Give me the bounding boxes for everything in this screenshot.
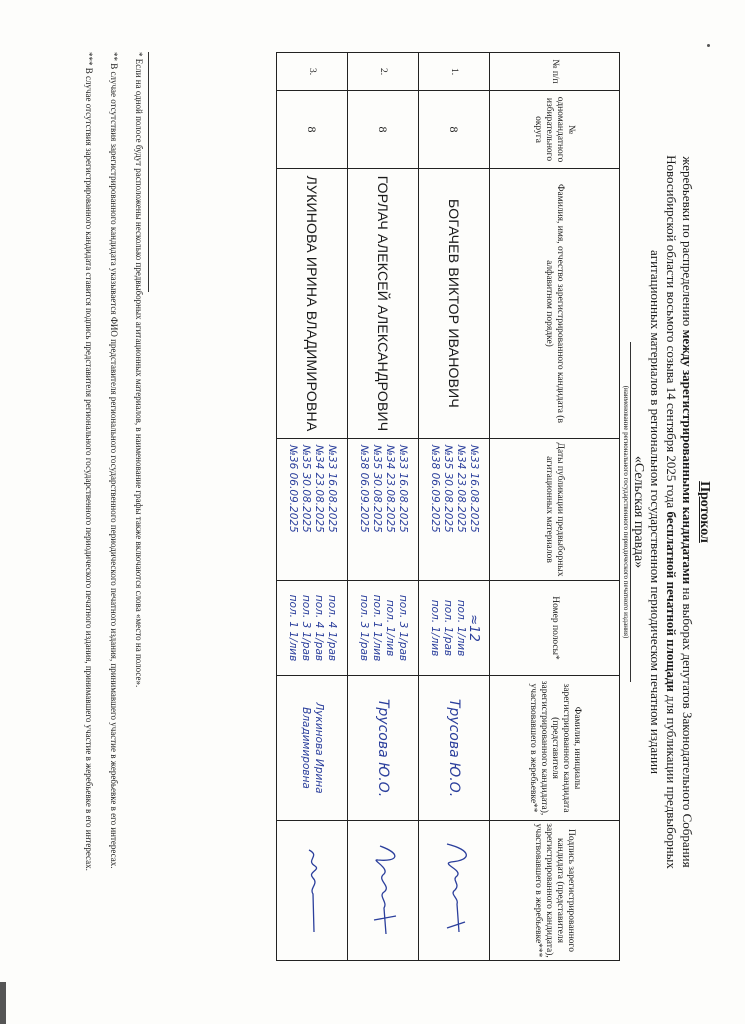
handwritten-signature [360, 836, 410, 946]
col-header-num: № п/п [490, 53, 620, 91]
header-line-3: агитационных материалов в региональном государственном периодическом печатном издании [648, 249, 663, 775]
participant-initials: Трусова Ю.О. [419, 676, 490, 821]
page-note: пол. 3 1/рав [397, 594, 409, 662]
page-note: пол. 1/рав [442, 599, 454, 657]
handwritten-signature [289, 836, 339, 946]
col-header-district: № одномандатного избирательного округа [490, 91, 620, 169]
row-district: 8 [419, 91, 490, 169]
footnote-rule [148, 52, 149, 292]
page-note: пол. 1/лив [429, 599, 441, 657]
col-header-initials: Фамилия, инициалы зарегистрированного кандидата (представителя зарегистрированного кандидата), участвовавшего в жеребьевке** [490, 676, 620, 821]
publication-name: «Сельская правда» [631, 455, 646, 569]
page-number-value: ≈12 [466, 614, 481, 642]
page-note: пол. 3 1/рав [358, 594, 370, 662]
date-entry: №33 16.08.2025 [468, 445, 480, 533]
handwritten-signature [431, 836, 481, 946]
publication-underline [630, 342, 631, 682]
row-district: 8 [348, 91, 419, 169]
candidate-name: БОГАЧЕВ ВИКТОР ИВАНОВИЧ [419, 169, 490, 439]
page-note: пол. 1 1/лив [287, 594, 299, 662]
page-number [348, 581, 419, 676]
publication-dates [277, 439, 348, 581]
publication-dates [348, 439, 419, 581]
page-note: пол. 1/лив [455, 599, 467, 657]
date-entry: №38 06.09.2025 [358, 445, 370, 533]
header-line-1: жеребьевки по распределению между зарегистрированными кандидатами на выборах депутатов Законодательного Собрания [680, 156, 695, 868]
signature-cell [348, 821, 419, 961]
draw-results-table [276, 52, 620, 961]
page-note: пол. 4 1/рав [313, 594, 325, 662]
participant-initials: Трусова Ю.О. [348, 676, 419, 821]
col-header-signature: Подпись зарегистрированного кандидата (представителя зарегистрированного кандидата), участвовавшего в жеребьевке*** [490, 821, 620, 961]
date-entry: №33 16.08.2025 [326, 445, 338, 533]
date-entry: №34 23.08.2025 [313, 445, 325, 533]
candidate-name: ГОРЛАЧ АЛЕКСЕЙ АЛЕКСАНДРОВИЧ [348, 169, 419, 439]
page-number [277, 581, 348, 676]
table-row [419, 53, 490, 961]
page-note: пол. 1 1/лив [371, 594, 383, 662]
table-row [348, 53, 419, 961]
table-header-row [490, 53, 620, 961]
date-entry: №38 06.09.2025 [429, 445, 441, 533]
date-entry: №34 23.08.2025 [455, 445, 467, 533]
row-district: 8 [277, 91, 348, 169]
page-note: пол. 1/лив [384, 599, 396, 657]
date-entry: №36 06.09.2025 [287, 445, 299, 533]
document-title: Протокол [697, 481, 712, 543]
footnote-3: *** В случае отсутствия зарегистрированного кандидата ставится подпись представителя регионального государственного периодического печатного издания, принимавшего участие в жеребьевке в его интересах. [84, 52, 94, 871]
page-number [419, 581, 490, 676]
footnote-1: * Если на одной полосе будут расположены несколько предвыборных агитационных материалов, в наименование графы также включаются слова «место на полосе». [134, 52, 144, 688]
page-note: пол. 4 1/рав [326, 594, 338, 662]
row-num: 2. [348, 53, 419, 91]
table-row [277, 53, 348, 961]
scan-edge-mark [0, 982, 6, 1024]
header-line-2: Новосибирской области восьмого созыва 14 сентября 2025 года бесплатной печатной площади для публикации предвыборных [664, 155, 679, 869]
date-entry: №35 30.08.2025 [300, 445, 312, 533]
publication-dates [419, 439, 490, 581]
publication-note: (наименование регионального государственного периодического печатного издания) [622, 385, 630, 639]
row-num: 1. [419, 53, 490, 91]
col-header-page: Номер полосы* [490, 581, 620, 676]
row-num: 3. [277, 53, 348, 91]
signature-cell [419, 821, 490, 961]
footnote-2: ** В случае отсутствия зарегистрированного кандидата указывается ФИО представителя регионального государственного периодического печатного издания, принимавшего участие в жеребьевке в его интересах. [109, 52, 119, 869]
candidate-name: ЛУКИНОВА ИРИНА ВЛАДИМИРОВНА [277, 169, 348, 439]
signature-cell [277, 821, 348, 961]
rotated-page [22, 12, 712, 1012]
date-entry: №35 30.08.2025 [371, 445, 383, 533]
col-header-name: Фамилия, имя, отчество зарегистрированного кандидата (в алфавитном порядке) [490, 169, 620, 439]
date-entry: №34 23.08.2025 [384, 445, 396, 533]
page-note: пол. 3 1/рав [300, 594, 312, 662]
col-header-dates: Даты публикации предвыборных агитационных материалов [490, 439, 620, 581]
participant-initials: Лукинова Ирина Владимировна [277, 676, 348, 821]
date-entry: №33 16.08.2025 [397, 445, 409, 533]
date-entry: №35 30.08.2025 [442, 445, 454, 533]
